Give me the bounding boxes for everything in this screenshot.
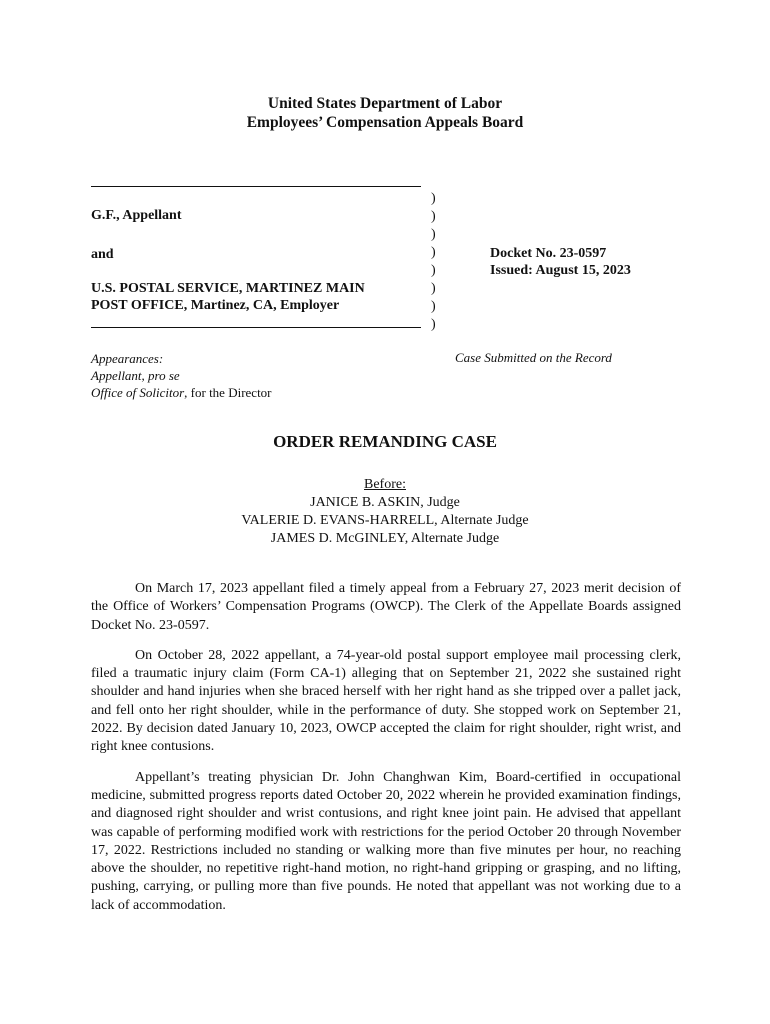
caption-paren: ) xyxy=(431,191,436,206)
caption-paren: ) xyxy=(431,317,436,332)
body-paragraph: On March 17, 2023 appellant filed a timely appeal from a February 27, 2023 merit decision of the Office of Workers’ Compensation Programs (OWCP). The Clerk of the Appellate Boards assigned Docket No. 23-0597. xyxy=(91,581,681,633)
appellant-name: G.F., Appellant xyxy=(91,208,182,223)
docket-number: Docket No. 23-0597 xyxy=(490,246,607,261)
caption-paren: ) xyxy=(431,209,436,224)
issued-date: Issued: August 15, 2023 xyxy=(490,263,631,278)
order-title: ORDER REMANDING CASE xyxy=(273,432,497,451)
appellant-representation: Appellant, pro se xyxy=(91,368,180,383)
appearances-heading: Appearances: xyxy=(91,351,164,366)
judge-name: VALERIE D. EVANS-HARRELL, Alternate Judge xyxy=(241,513,529,528)
employer-name xyxy=(91,280,365,314)
order-body xyxy=(91,580,681,927)
before-label: Before: xyxy=(364,477,406,492)
caption-and: and xyxy=(91,247,114,262)
header-board: Employees’ Compensation Appeals Board xyxy=(246,114,524,131)
appearances-block xyxy=(91,350,272,401)
caption-paren: ) xyxy=(431,299,436,314)
case-submitted-note: Case Submitted on the Record xyxy=(455,350,612,365)
header-agency: United States Department of Labor xyxy=(267,95,503,112)
judge-name: JANICE B. ASKIN, Judge xyxy=(310,495,460,510)
body-paragraph: On October 28, 2022 appellant, a 74-year-old postal support employee mail processing clerk, filed a traumatic injury claim (Form CA-1) alleging that on September 21, 2022 she sustained right shoulder and hand injuries when she braced herself with her right hand as she tripped over a pallet jack, and fell onto her right shoulder, while in the performance of duty. She stopped work on September 21, 2022. By decision dated January 10, 2023, OWCP accepted the claim for right shoulder, right wrist, and right knee contusions. xyxy=(91,647,681,755)
solicitor-role: , for the Director xyxy=(184,385,272,400)
caption-paren: ) xyxy=(431,281,436,296)
judge-name: JAMES D. McGINLEY, Alternate Judge xyxy=(270,531,500,546)
document-header xyxy=(0,94,770,132)
caption-parentheses xyxy=(431,190,436,334)
caption-bottom-rule xyxy=(91,327,421,328)
caption-top-rule xyxy=(91,186,421,187)
employer-line-2: POST OFFICE, Martinez, CA, Employer xyxy=(91,298,340,313)
caption-paren: ) xyxy=(431,263,436,278)
caption-paren: ) xyxy=(431,245,436,260)
caption-paren: ) xyxy=(431,227,436,242)
solicitor-office: Office of Solicitor xyxy=(91,385,185,400)
panel-block xyxy=(0,476,770,548)
docket-block xyxy=(490,245,631,279)
body-paragraph: Appellant’s treating physician Dr. John Changhwan Kim, Board-certified in occupational medicine, submitted progress reports dated October 20, 2022 wherein he provided examination findings, and diagnosed right shoulder and wrist contusions, and right knee joint pain. He advised that appellant was capable of performing modified work with restrictions for the period October 20 through November 17, 2022. Restrictions included no standing or walking more than five minutes per hour, no reaching above the shoulder, no repetitive right-hand motion, no right-hand gripping or grasping, and no lifting, pushing, carrying, or pulling more than five pounds. He noted that appellant was not working due to a lack of accommodation. xyxy=(91,769,681,913)
employer-line-1: U.S. POSTAL SERVICE, MARTINEZ MAIN xyxy=(91,281,365,296)
director-representation xyxy=(91,384,272,401)
